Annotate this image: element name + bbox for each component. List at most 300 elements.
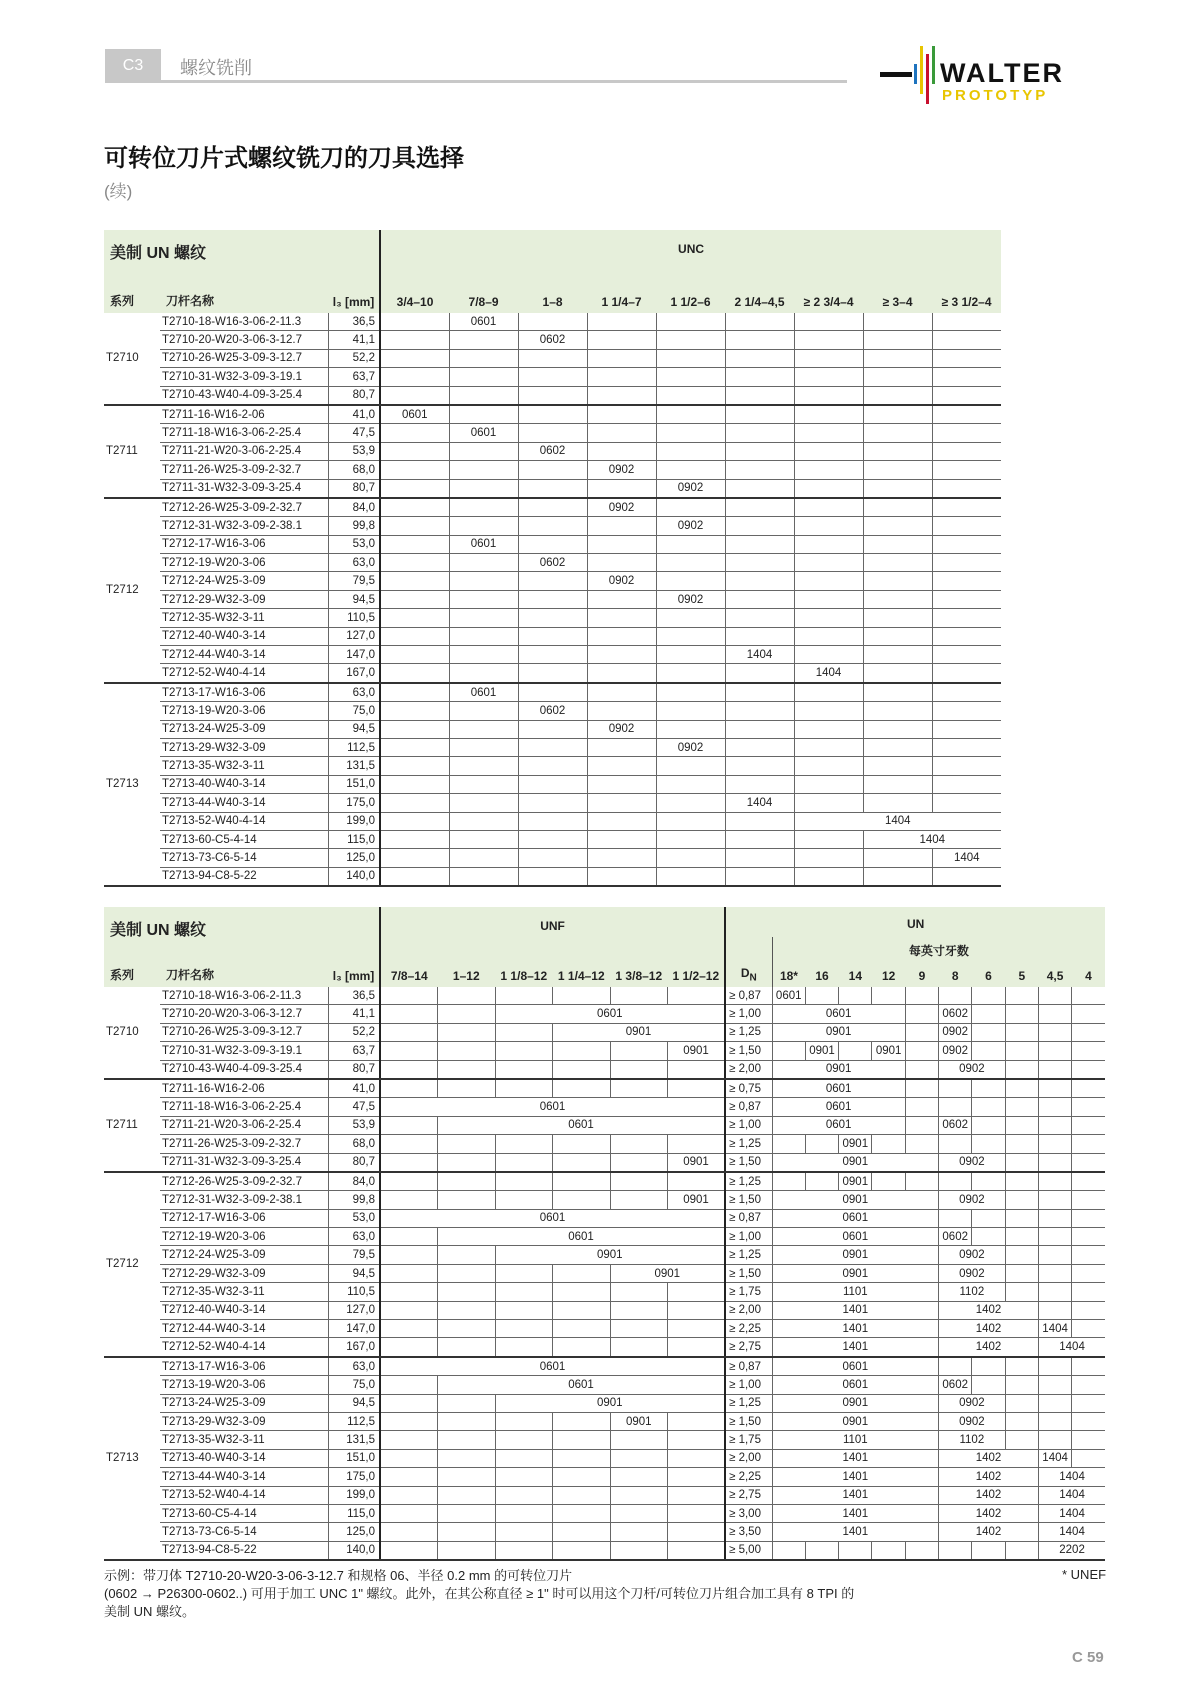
- table-title: 美制 UN 螺纹: [104, 230, 380, 285]
- empty-cell: [839, 1042, 872, 1060]
- table-row: [104, 1468, 1105, 1486]
- empty-cell: [380, 331, 449, 349]
- empty-cell: [1072, 1357, 1105, 1376]
- empty-cell: [518, 424, 587, 442]
- empty-cell: [932, 405, 1001, 424]
- empty-cell: [1038, 1376, 1071, 1394]
- svg-text:WALTER: WALTER: [940, 58, 1064, 88]
- empty-cell: [1005, 1376, 1038, 1394]
- empty-cell: [553, 1449, 611, 1467]
- empty-cell: [725, 331, 794, 349]
- empty-cell: [380, 1338, 438, 1357]
- empty-cell: [656, 702, 725, 720]
- insert-size-cell: 0601: [449, 313, 518, 331]
- empty-cell: [1038, 1394, 1071, 1412]
- insert-size-cell: 0901: [553, 1023, 726, 1041]
- series-cell: T2713: [104, 1357, 160, 1560]
- dn-cell: ≥ 0,87: [725, 987, 772, 1005]
- tool-name-cell: T2710-20-W20-3-06-3-12.7: [160, 331, 328, 349]
- empty-cell: [380, 1376, 438, 1394]
- dn-cell: ≥ 1,25: [725, 1246, 772, 1264]
- empty-cell: [1005, 1264, 1038, 1282]
- empty-cell: [863, 331, 932, 349]
- empty-cell: [495, 1060, 553, 1079]
- table-row: [104, 1486, 1105, 1504]
- tool-name-cell: T2710-26-W25-3-09-3-12.7: [160, 1023, 328, 1041]
- empty-cell: [972, 1005, 1005, 1023]
- empty-cell: [495, 1338, 553, 1357]
- empty-cell: [1038, 1191, 1071, 1209]
- tool-name-cell: T2713-24-W25-3-09: [160, 720, 328, 738]
- insert-size-cell: 0602: [939, 1376, 972, 1394]
- l3-cell: 41,1: [328, 331, 380, 349]
- empty-cell: [518, 609, 587, 627]
- table-row: [104, 424, 1001, 442]
- empty-cell: [668, 1135, 726, 1153]
- tool-name-cell: T2712-19-W20-3-06: [160, 1228, 328, 1246]
- empty-cell: [656, 812, 725, 830]
- col-header-l3: l₃ [mm]: [328, 959, 380, 987]
- insert-size-cell: 1101: [772, 1283, 938, 1301]
- insert-size-cell: 0601: [380, 405, 449, 424]
- insert-size-cell: 0901: [772, 1394, 938, 1412]
- insert-size-cell: 0601: [772, 1116, 905, 1134]
- empty-cell: [380, 609, 449, 627]
- empty-cell: [1072, 1376, 1105, 1394]
- table-row: [104, 646, 1001, 664]
- insert-size-cell: 1402: [939, 1449, 1039, 1467]
- tool-name-cell: T2710-20-W20-3-06-3-12.7: [160, 1005, 328, 1023]
- empty-cell: [553, 1135, 611, 1153]
- table-row: [104, 1060, 1105, 1079]
- l3-cell: 94,5: [328, 1394, 380, 1412]
- empty-cell: [932, 461, 1001, 479]
- empty-cell: [794, 424, 863, 442]
- l3-cell: 84,0: [328, 1172, 380, 1191]
- l3-cell: 127,0: [328, 1301, 380, 1319]
- empty-cell: [449, 517, 518, 535]
- empty-cell: [1005, 1209, 1038, 1227]
- insert-size-cell: 0601: [772, 1228, 938, 1246]
- insert-size-cell: 0902: [656, 590, 725, 608]
- empty-cell: [553, 1412, 611, 1430]
- empty-cell: [905, 1541, 938, 1560]
- empty-cell: [495, 1283, 553, 1301]
- empty-cell: [794, 405, 863, 424]
- empty-cell: [1038, 1116, 1071, 1134]
- tool-name-cell: T2711-21-W20-3-06-2-25.4: [160, 1116, 328, 1134]
- empty-cell: [905, 1042, 938, 1060]
- table-row: [104, 757, 1001, 775]
- empty-cell: [380, 1153, 438, 1172]
- empty-cell: [794, 498, 863, 517]
- empty-cell: [863, 590, 932, 608]
- tool-name-cell: T2711-21-W20-3-06-2-25.4: [160, 442, 328, 460]
- insert-size-cell: 0601: [380, 1098, 725, 1116]
- insert-size-cell: 1401: [772, 1486, 938, 1504]
- col-header: 4: [1072, 959, 1105, 987]
- empty-cell: [380, 1246, 438, 1264]
- table-row: [104, 1246, 1105, 1264]
- dn-cell: ≥ 3,00: [725, 1504, 772, 1522]
- tool-name-cell: T2712-40-W40-3-14: [160, 627, 328, 645]
- empty-cell: [1072, 1431, 1105, 1449]
- empty-cell: [1038, 1005, 1071, 1023]
- empty-cell: [518, 775, 587, 793]
- tool-name-cell: T2713-19-W20-3-06: [160, 702, 328, 720]
- l3-cell: 41,1: [328, 1005, 380, 1023]
- empty-cell: [932, 572, 1001, 590]
- empty-cell: [553, 1523, 611, 1541]
- empty-cell: [553, 1172, 611, 1191]
- table-row: [104, 1153, 1105, 1172]
- empty-cell: [380, 1523, 438, 1541]
- empty-cell: [587, 794, 656, 812]
- empty-cell: [872, 1541, 905, 1560]
- l3-cell: 151,0: [328, 1449, 380, 1467]
- tool-name-cell: T2713-94-C8-5-22: [160, 1541, 328, 1560]
- col-header: 1 1/8–12: [495, 959, 553, 987]
- insert-size-cell: 0901: [668, 1042, 726, 1060]
- col-header: 6: [972, 959, 1005, 987]
- dn-cell: ≥ 1,50: [725, 1412, 772, 1430]
- unf-un-selection-table: [104, 907, 1105, 1561]
- empty-cell: [1038, 1246, 1071, 1264]
- col-header: 5: [1005, 959, 1038, 987]
- empty-cell: [610, 1191, 668, 1209]
- empty-cell: [939, 1172, 972, 1191]
- empty-cell: [939, 1135, 972, 1153]
- empty-cell: [587, 349, 656, 367]
- table-row: [104, 1191, 1105, 1209]
- empty-cell: [380, 1504, 438, 1522]
- tool-name-cell: T2712-17-W16-3-06: [160, 535, 328, 553]
- table-row: [104, 812, 1001, 830]
- insert-size-cell: 0901: [668, 1153, 726, 1172]
- dn-cell: ≥ 0,87: [725, 1209, 772, 1227]
- empty-cell: [794, 313, 863, 331]
- dn-cell: ≥ 1,00: [725, 1376, 772, 1394]
- empty-cell: [805, 1135, 838, 1153]
- table-row: [104, 535, 1001, 553]
- empty-cell: [438, 1468, 496, 1486]
- empty-cell: [518, 646, 587, 664]
- empty-cell: [725, 738, 794, 756]
- continued-label: (续): [104, 182, 133, 201]
- empty-cell: [380, 775, 449, 793]
- empty-cell: [872, 1172, 905, 1191]
- l3-cell: 47,5: [328, 1098, 380, 1116]
- empty-cell: [863, 757, 932, 775]
- dn-cell: ≥ 2,00: [725, 1301, 772, 1319]
- footnote-line: 美制 UN 螺纹。: [104, 1604, 196, 1619]
- empty-cell: [772, 1172, 805, 1191]
- empty-cell: [863, 461, 932, 479]
- empty-cell: [518, 535, 587, 553]
- empty-cell: [610, 1468, 668, 1486]
- header-divider: [105, 80, 847, 83]
- table-row: [104, 738, 1001, 756]
- empty-cell: [1005, 1116, 1038, 1134]
- l3-cell: 63,0: [328, 1357, 380, 1376]
- insert-size-cell: 1404: [725, 646, 794, 664]
- empty-cell: [380, 1412, 438, 1430]
- table-row: [104, 720, 1001, 738]
- insert-size-cell: 0602: [939, 1228, 972, 1246]
- l3-cell: 175,0: [328, 1468, 380, 1486]
- series-cell: T2710: [104, 313, 160, 405]
- empty-cell: [725, 368, 794, 386]
- insert-size-cell: 0901: [772, 1264, 938, 1282]
- empty-cell: [972, 1079, 1005, 1098]
- insert-size-cell: 0601: [772, 1005, 905, 1023]
- col-header-l3: l₃ [mm]: [328, 285, 380, 313]
- insert-size-cell: 0902: [939, 1191, 1006, 1209]
- empty-cell: [863, 313, 932, 331]
- empty-cell: [972, 1042, 1005, 1060]
- series-cell: T2710: [104, 987, 160, 1079]
- tpi-header: 每英寸牙数: [772, 937, 1105, 959]
- empty-cell: [794, 590, 863, 608]
- empty-cell: [380, 461, 449, 479]
- empty-cell: [587, 590, 656, 608]
- empty-cell: [932, 313, 1001, 331]
- tool-name-cell: T2712-40-W40-3-14: [160, 1301, 328, 1319]
- table-row: [104, 1264, 1105, 1282]
- empty-cell: [932, 368, 1001, 386]
- empty-cell: [438, 1431, 496, 1449]
- tool-name-cell: T2711-31-W32-3-09-3-25.4: [160, 1153, 328, 1172]
- empty-cell: [518, 313, 587, 331]
- empty-cell: [872, 1135, 905, 1153]
- insert-size-cell: 1401: [772, 1523, 938, 1541]
- empty-cell: [1038, 1431, 1071, 1449]
- empty-cell: [725, 609, 794, 627]
- empty-cell: [932, 720, 1001, 738]
- empty-cell: [449, 349, 518, 367]
- empty-cell: [725, 442, 794, 460]
- empty-cell: [449, 554, 518, 572]
- insert-size-cell: 1404: [725, 794, 794, 812]
- empty-cell: [805, 987, 838, 1005]
- empty-cell: [1005, 1005, 1038, 1023]
- empty-cell: [587, 424, 656, 442]
- insert-size-cell: 1401: [772, 1504, 938, 1522]
- l3-cell: 68,0: [328, 461, 380, 479]
- col-header: 1–8: [518, 285, 587, 313]
- insert-size-cell: 0601: [772, 1079, 905, 1098]
- insert-size-cell: 0601: [772, 987, 805, 1005]
- dn-cell: ≥ 2,75: [725, 1486, 772, 1504]
- empty-cell: [1038, 1301, 1071, 1319]
- empty-cell: [587, 867, 656, 886]
- empty-cell: [668, 1060, 726, 1079]
- col-header: 7/8–14: [380, 959, 438, 987]
- tool-name-cell: T2711-18-W16-3-06-2-25.4: [160, 1098, 328, 1116]
- empty-cell: [794, 627, 863, 645]
- insert-size-cell: 0901: [668, 1191, 726, 1209]
- table-row: [104, 368, 1001, 386]
- l3-cell: 79,5: [328, 572, 380, 590]
- dn-cell: ≥ 0,75: [725, 1079, 772, 1098]
- empty-cell: [863, 572, 932, 590]
- empty-cell: [1005, 1135, 1038, 1153]
- empty-cell: [587, 757, 656, 775]
- tool-name-cell: T2713-44-W40-3-14: [160, 794, 328, 812]
- insert-size-cell: 1404: [1038, 1504, 1105, 1522]
- empty-cell: [553, 987, 611, 1005]
- empty-cell: [587, 775, 656, 793]
- table-row: [104, 331, 1001, 349]
- insert-size-cell: 1401: [772, 1320, 938, 1338]
- empty-cell: [863, 424, 932, 442]
- insert-size-cell: 0902: [587, 572, 656, 590]
- empty-cell: [1038, 1042, 1071, 1060]
- empty-cell: [668, 1486, 726, 1504]
- table-row: [104, 590, 1001, 608]
- empty-cell: [656, 775, 725, 793]
- empty-cell: [932, 331, 1001, 349]
- empty-cell: [380, 627, 449, 645]
- tool-name-cell: T2713-73-C6-5-14: [160, 1523, 328, 1541]
- dn-cell: ≥ 1,25: [725, 1023, 772, 1041]
- empty-cell: [656, 794, 725, 812]
- empty-cell: [438, 1338, 496, 1357]
- tool-name-cell: T2713-35-W32-3-11: [160, 757, 328, 775]
- dn-label: D: [740, 965, 750, 980]
- l3-cell: 112,5: [328, 1412, 380, 1430]
- empty-cell: [725, 867, 794, 886]
- l3-cell: 99,8: [328, 1191, 380, 1209]
- l3-cell: 80,7: [328, 479, 380, 498]
- empty-cell: [380, 1191, 438, 1209]
- empty-cell: [380, 349, 449, 367]
- empty-cell: [518, 720, 587, 738]
- empty-cell: [380, 702, 449, 720]
- empty-cell: [553, 1486, 611, 1504]
- empty-cell: [668, 1301, 726, 1319]
- empty-cell: [518, 572, 587, 590]
- empty-cell: [1072, 1320, 1105, 1338]
- l3-cell: 41,0: [328, 405, 380, 424]
- table-row: [104, 1412, 1105, 1430]
- empty-cell: [610, 987, 668, 1005]
- tool-name-cell: T2712-24-W25-3-09: [160, 572, 328, 590]
- insert-size-cell: 0601: [772, 1357, 938, 1376]
- l3-cell: 53,9: [328, 1116, 380, 1134]
- empty-cell: [1038, 1060, 1071, 1079]
- l3-cell: 131,5: [328, 1431, 380, 1449]
- insert-size-cell: 0601: [772, 1209, 938, 1227]
- empty-cell: [610, 1283, 668, 1301]
- empty-cell: [380, 313, 449, 331]
- empty-cell: [380, 424, 449, 442]
- empty-cell: [1038, 987, 1071, 1005]
- empty-cell: [380, 1228, 438, 1246]
- empty-cell: [438, 1042, 496, 1060]
- empty-cell: [380, 1023, 438, 1041]
- dn-cell: ≥ 3,50: [725, 1523, 772, 1541]
- empty-cell: [656, 683, 725, 702]
- col-header-series: 系列: [104, 959, 160, 987]
- empty-cell: [380, 1468, 438, 1486]
- empty-cell: [863, 627, 932, 645]
- empty-cell: [380, 442, 449, 460]
- empty-cell: [932, 479, 1001, 498]
- l3-cell: 199,0: [328, 812, 380, 830]
- empty-cell: [668, 1412, 726, 1430]
- empty-cell: [438, 1486, 496, 1504]
- insert-size-cell: 0901: [839, 1135, 872, 1153]
- dn-cell: ≥ 1,00: [725, 1116, 772, 1134]
- col-header: 1 3/8–12: [610, 959, 668, 987]
- col-header: 9: [905, 959, 938, 987]
- empty-cell: [438, 1191, 496, 1209]
- empty-cell: [449, 386, 518, 405]
- empty-cell: [863, 517, 932, 535]
- l3-cell: 94,5: [328, 590, 380, 608]
- empty-cell: [725, 664, 794, 683]
- empty-cell: [587, 368, 656, 386]
- empty-cell: [380, 987, 438, 1005]
- col-header: 1 1/4–7: [587, 285, 656, 313]
- empty-cell: [872, 987, 905, 1005]
- empty-cell: [794, 554, 863, 572]
- empty-cell: [794, 517, 863, 535]
- col-header: 1 1/2–6: [656, 285, 725, 313]
- table-row: [104, 1394, 1105, 1412]
- empty-cell: [932, 424, 1001, 442]
- tool-name-cell: T2711-26-W25-3-09-2-32.7: [160, 1135, 328, 1153]
- empty-cell: [656, 849, 725, 867]
- empty-cell: [553, 1301, 611, 1319]
- table-row: [104, 554, 1001, 572]
- empty-cell: [794, 572, 863, 590]
- group-header-un: UN: [725, 907, 1105, 937]
- empty-cell: [725, 554, 794, 572]
- empty-cell: [587, 738, 656, 756]
- empty-cell: [863, 479, 932, 498]
- col-header: 1 1/4–12: [553, 959, 611, 987]
- empty-cell: [449, 479, 518, 498]
- empty-cell: [518, 590, 587, 608]
- empty-cell: [438, 1301, 496, 1319]
- empty-cell: [656, 461, 725, 479]
- empty-cell: [380, 1394, 438, 1412]
- empty-cell: [449, 461, 518, 479]
- tool-name-cell: T2713-73-C6-5-14: [160, 849, 328, 867]
- empty-cell: [610, 1320, 668, 1338]
- empty-cell: [1072, 1394, 1105, 1412]
- empty-cell: [972, 1228, 1005, 1246]
- empty-cell: [553, 1264, 611, 1282]
- empty-cell: [518, 461, 587, 479]
- empty-cell: [495, 1431, 553, 1449]
- empty-cell: [380, 479, 449, 498]
- empty-cell: [794, 368, 863, 386]
- empty-cell: [553, 1042, 611, 1060]
- col-header: 1 1/2–12: [668, 959, 726, 987]
- tool-name-cell: T2713-19-W20-3-06: [160, 1376, 328, 1394]
- insert-size-cell: 0601: [772, 1098, 905, 1116]
- col-header: 2 1/4–4,5: [725, 285, 794, 313]
- empty-cell: [495, 1079, 553, 1098]
- empty-cell: [380, 1486, 438, 1504]
- empty-cell: [972, 1135, 1005, 1153]
- empty-cell: [1072, 1153, 1105, 1172]
- tool-name-cell: T2712-52-W40-4-14: [160, 1338, 328, 1357]
- tool-name-cell: T2711-31-W32-3-09-3-25.4: [160, 479, 328, 498]
